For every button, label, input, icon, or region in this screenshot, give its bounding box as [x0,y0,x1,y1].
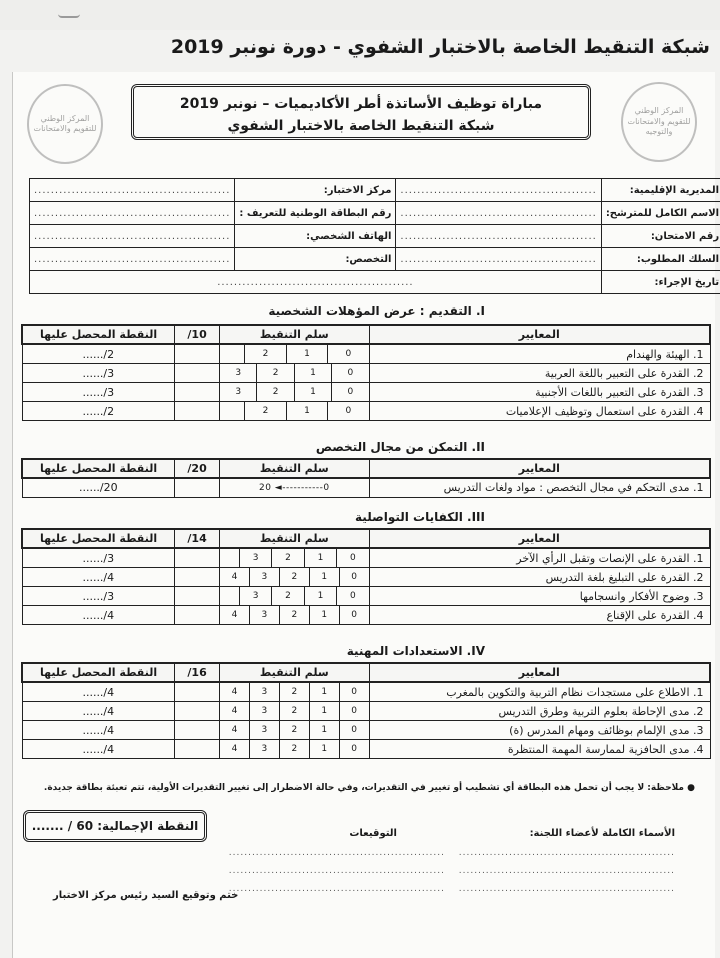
score-scale [220,587,369,605]
obtained-score-field[interactable]: 3/...... [22,548,175,568]
criterion-label: 2. مدى الإحاطة بعلوم التربية وطرق التدريس [369,702,710,721]
specialty-field[interactable]: ............................................... [30,248,235,271]
phone-field[interactable]: ............................................... [30,225,235,248]
full-name-label: الاسم الكامل للمترشح: [601,202,720,225]
score-option[interactable]: 1 [310,721,340,739]
score-option[interactable]: 0 [351,744,358,754]
criterion-label: 4. القدرة على الإقناع [369,606,710,625]
obtained-score-field[interactable]: 3/...... [22,587,175,606]
exam-center-label: مركز الاختبار: [235,179,396,202]
date-field[interactable]: ............................................... [30,271,602,294]
score-scale [220,345,369,363]
score-option[interactable]: 1 [310,683,340,701]
criterion-label: 3. القدرة على التعبير باللغات الأجنبية [369,383,710,402]
score-option[interactable]: 1 [310,702,340,720]
table-row [22,548,710,568]
table-row [22,344,710,364]
score-scale [220,683,369,701]
section-4-table [21,662,711,759]
score-option[interactable]: 3 [250,606,280,624]
track-label: السلك المطلوب: [601,248,720,271]
score-option[interactable]: 2 [245,345,286,363]
exam-number-field[interactable]: ............................................... [396,225,601,248]
score-option[interactable]: 1 [295,364,332,382]
score-option[interactable]: 3 [240,549,272,567]
signature-field[interactable]: ........................................................ [228,866,445,876]
score-option[interactable]: 3 [250,702,280,720]
score-option[interactable]: 0 [351,687,358,697]
scale-header: سلم التنقيط [220,325,370,344]
score-option[interactable]: 1 [310,740,340,758]
specialty-label: التخصص: [235,248,396,271]
obtained-score-field[interactable]: 4/...... [22,606,175,625]
criteria-header: المعايير [369,459,710,478]
obtained-score-field[interactable]: 3/...... [22,383,175,402]
table-row [22,606,710,625]
criterion-label: 3. وضوح الأفكار وانسجامها [369,587,710,606]
score-option[interactable]: 0 [347,368,354,378]
score-range[interactable]: 20 ◄-----------0 [220,478,370,497]
score-option[interactable]: 2 [257,364,294,382]
score-option[interactable]: 0 [351,572,358,582]
directorate-field[interactable]: ............................................... [396,179,601,202]
track-field[interactable]: ............................................... [396,248,601,271]
score-option[interactable]: 2 [280,721,310,739]
score-option[interactable]: 4 [220,568,250,586]
score-option[interactable]: 1 [287,345,328,363]
criterion-label: 1. الاطلاع على مستجدات نظام التربية والتكوين بالمغرب [369,682,710,702]
score-option[interactable]: 4 [220,721,250,739]
candidate-info-table [29,178,720,294]
score-scale [220,383,369,401]
exam-subtitle: شبكة التنقيط الخاصة بالاختبار الشفوي [227,118,495,134]
table-row [22,383,710,402]
section-1-title: I. التقديم : عرض المؤهلات الشخصية [268,304,485,318]
exam-number-label: رقم الامتحان: [601,225,720,248]
criteria-header: المعايير [369,325,710,344]
phone-label: الهاتف الشخصي: [235,225,396,248]
title-box [131,84,591,140]
score-scale [220,568,369,586]
score-option[interactable]: 2 [280,702,310,720]
section-1-table [21,324,711,421]
criterion-label: 4. مدى الحافزية لممارسة المهمة المنتظرة [369,740,710,759]
seal-left-icon: المركز الوطني للتقويم والامتحانات [27,84,103,164]
score-option[interactable]: 4 [220,740,250,758]
score-option[interactable]: 3 [250,683,280,701]
score-option[interactable]: 1 [295,383,332,401]
score-option[interactable]: 3 [240,587,272,605]
full-name-field[interactable]: ............................................... [396,202,601,225]
score-option[interactable]: 3 [250,740,280,758]
date-label: تاريخ الإجراء: [601,271,720,294]
score-option[interactable]: 1 [287,402,328,420]
table-row [22,402,710,421]
top-bar [0,0,720,30]
score-option[interactable]: 0 [351,706,358,716]
score-option[interactable]: 0 [350,591,356,601]
obtained-score-field[interactable]: 4/...... [22,740,175,759]
criterion-label: 2. القدرة على التعبير باللغة العربية [369,364,710,383]
criterion-label: 4. القدرة على استعمال وتوظيف الإعلاميات [369,402,710,421]
obtained-score-field[interactable]: 2/...... [22,402,175,421]
score-option[interactable]: 0 [351,610,358,620]
section-2-title: II. التمكن من مجال التخصص [315,440,485,454]
score-option[interactable]: 0 [345,406,352,416]
score-option[interactable]: 2 [257,383,294,401]
obtained-header: النقطة المحصل عليها [22,325,175,344]
score-scale [220,606,369,624]
obtained-score-field[interactable]: 4/...... [22,702,175,721]
member-name-field[interactable]: ........................................................ [458,884,675,894]
score-option[interactable]: 0 [351,725,358,735]
score-option[interactable]: 3 [250,721,280,739]
score-option[interactable]: 1 [310,568,340,586]
score-option[interactable]: 1 [305,549,337,567]
obtained-score-field[interactable]: 4/...... [22,721,175,740]
obtained-score-field[interactable]: 4/...... [22,568,175,587]
criterion-label: 3. مدى الإلمام بوظائف ومهام المدرس (ة) [369,721,710,740]
drag-handle-icon[interactable] [58,14,80,18]
score-option[interactable]: 1 [310,606,340,624]
score-option[interactable]: 0 [347,387,354,397]
scale-header: سلم التنقيط [220,529,370,548]
section-2-table [21,458,711,498]
section-1-total: 10/ [175,325,220,344]
table-row [22,702,710,721]
criterion-label: 1. الهيئة والهندام [369,344,710,364]
committee-members-label: الأسماء الكاملة لأعضاء اللجنة: [529,828,675,839]
score-scale [220,740,369,758]
directorate-label: المديرية الإقليمية: [601,179,720,202]
score-option[interactable]: 3 [220,383,257,401]
score-scale [220,702,369,720]
obtained-score-field[interactable]: 3/...... [22,364,175,383]
section-4-title: IV. الاستعدادات المهنية [346,644,485,658]
score-sheet [12,72,720,958]
total-score-box[interactable]: النقطة الإجمالية: 60 / ....... [23,810,207,842]
table-row [22,478,710,497]
member-name-field[interactable]: ........................................................ [458,866,675,876]
section-3-title: III. الكفايات التواصلية [355,510,485,524]
signature-field[interactable]: ........................................................ [228,848,445,858]
section-2-total: 20/ [175,459,220,478]
score-scale [220,721,369,739]
score-option[interactable]: 2 [272,549,304,567]
table-row [22,682,710,702]
score-scale [220,549,369,567]
score-option[interactable]: 4 [220,702,250,720]
center-stamp-label: ختم وتوقيع السيد رئيس مركز الاختبار [53,890,239,901]
criteria-header: المعايير [369,663,710,682]
score-option[interactable]: 3 [250,568,280,586]
scale-header: سلم التنقيط [220,663,370,682]
scale-header: سلم التنقيط [220,459,370,478]
signatures-label: التوقيعات [349,828,397,839]
score-option[interactable]: 2 [280,740,310,758]
score-option[interactable]: 4 [220,606,250,624]
score-option[interactable]: 0 [350,553,356,563]
seal-right-icon: المركز الوطني للتقويم والامتحانات والتوجيه [621,82,697,162]
criterion-label: 1. مدى التحكم في مجال التخصص : مواد ولغات التدريس [369,478,710,497]
obtained-score-field[interactable]: 4/...... [22,682,175,702]
score-option[interactable]: 4 [220,683,250,701]
score-option[interactable]: 2 [245,402,286,420]
section-4-total: 16/ [175,663,220,682]
exam-title: مباراة توظيف الأساتذة أطر الأكاديميات – نونبر 2019 [179,96,543,112]
section-3-total: 14/ [175,529,220,548]
score-scale [220,402,369,420]
obtained-header: النقطة المحصل عليها [22,663,175,682]
score-option[interactable]: 2 [272,587,304,605]
table-row [22,568,710,587]
score-option[interactable]: 0 [345,349,352,359]
obtained-score-field[interactable]: 20/...... [22,478,175,497]
obtained-score-field[interactable]: 2/...... [22,344,175,364]
table-row [22,740,710,759]
national-id-field[interactable]: ............................................... [30,202,235,225]
score-scale [220,364,369,382]
table-row [22,721,710,740]
table-row [22,587,710,606]
criteria-header: المعايير [369,529,710,548]
page-caption: شبكة التنقيط الخاصة بالاختبار الشفوي - دورة نونبر 2019 [170,36,710,58]
table-row [22,364,710,383]
member-name-field[interactable]: ........................................................ [458,848,675,858]
criterion-label: 2. القدرة على التبليغ بلغة التدريس [369,568,710,587]
exam-center-field[interactable]: ............................................... [30,179,235,202]
score-option[interactable]: 2 [280,606,310,624]
score-option[interactable]: 2 [280,683,310,701]
score-option[interactable]: 3 [220,364,257,382]
signature-field[interactable]: ........................................................ [228,884,445,894]
score-option[interactable]: 1 [305,587,337,605]
note-text: ● ملاحظة: لا يجب أن تحمل هذه البطاقة أي تشطيب أو تغيير في التقديرات، وفي حالة الاضطرار إلى تغيير التقديرات الأولية، تتم تعبئة بطاقة جديدة. [43,783,695,793]
obtained-header: النقطة المحصل عليها [22,529,175,548]
criterion-label: 1. القدرة على الإنصات وتقبل الرأي الآخر [369,548,710,568]
section-3-table [21,528,711,625]
score-option[interactable]: 2 [280,568,310,586]
obtained-header: النقطة المحصل عليها [22,459,175,478]
national-id-label: رقم البطاقة الوطنية للتعريف : [235,202,396,225]
